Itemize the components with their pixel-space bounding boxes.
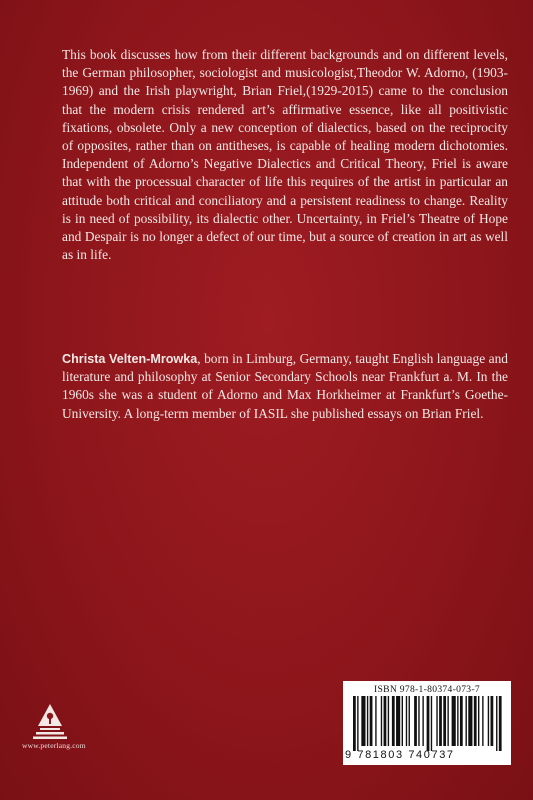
peter-lang-tree-logo-icon — [30, 700, 70, 740]
barcode-bar — [460, 696, 463, 746]
barcode-bar — [353, 696, 356, 751]
barcode-bar — [427, 696, 430, 751]
barcode-bar — [482, 696, 483, 746]
barcode-bar — [422, 696, 423, 746]
barcode-bar — [491, 696, 494, 746]
barcode-bar — [414, 696, 417, 746]
barcode-bar — [488, 696, 489, 746]
barcode-bar — [406, 696, 407, 746]
barcode-bar — [357, 696, 358, 751]
barcode-bar — [384, 696, 387, 746]
barcode-bar — [396, 696, 400, 746]
barcode-bar — [367, 696, 368, 746]
barcode-bar — [478, 696, 479, 746]
barcode-bar — [375, 696, 376, 746]
barcode-bar — [392, 696, 395, 746]
publisher-url: www.peterlang.com — [22, 741, 86, 750]
barcode-bar — [474, 696, 477, 746]
isbn-label: ISBN 978-1-80374-073-7 — [374, 684, 480, 695]
barcode-bar — [409, 696, 410, 746]
barcode-bar — [443, 696, 446, 746]
barcode-bar — [468, 696, 472, 746]
author-bio-text: , born in Limburg, Germany, taught English language and literature and philosophy at Senior Secondary Schools near Frankfurt a. M. In the 1960s she was a student of Adorno and Max Horkheimer at Frankfurt’s Goethe-University. A long-term member of IASIL she published essays on Brian Friel. — [62, 351, 508, 421]
author-name: Christa Velten-Mrowka — [62, 352, 198, 366]
barcode-bar — [457, 696, 458, 746]
barcode-bar — [499, 696, 502, 751]
book-description: This book discusses how from their different backgrounds and on different levels, the German philosopher, sociologist and musicologist,Theodor W. Adorno, (1903-1969) and the Irish playwright, Brian Friel,(1929-2015) came to the conclusion that the modern crisis rendered art’s affirmative essence, like all positivistic fixations, obsolete. Only a new conception of dialectics, based on the reciprocity of opposites, rather than on antitheses, is capable of healing modern dichotomies. Independent of Adorno’s Negative Dialectics and Critical Theory, Friel is aware that with the processual character of life this requires of the artist in particular an attitude both critical and conciliatory and a persistent readiness to change. Reality is in need of possibility, its dialectic other. Uncertainty, in Friel’s Theatre of Hope and Despair is no longer a defect of our time, but a source of creation in art as well as in life. — [62, 47, 508, 263]
barcode-bar — [370, 696, 373, 746]
isbn-barcode-box — [343, 681, 511, 765]
barcode-bar — [452, 696, 456, 746]
barcode-bar — [439, 696, 442, 746]
barcode — [353, 696, 503, 751]
barcode-bar — [447, 696, 448, 746]
barcode-digits: 9 781803 740737 — [345, 749, 455, 761]
barcode-bar — [436, 696, 437, 746]
barcode-bar — [496, 696, 497, 751]
barcode-bar — [402, 696, 403, 746]
author-bio — [62, 350, 508, 423]
barcode-bar — [431, 696, 432, 751]
barcode-bar — [418, 696, 419, 746]
barcode-bar — [466, 696, 467, 746]
barcode-bar — [381, 696, 382, 746]
barcode-bar — [361, 696, 365, 746]
barcode-bar — [388, 696, 389, 746]
